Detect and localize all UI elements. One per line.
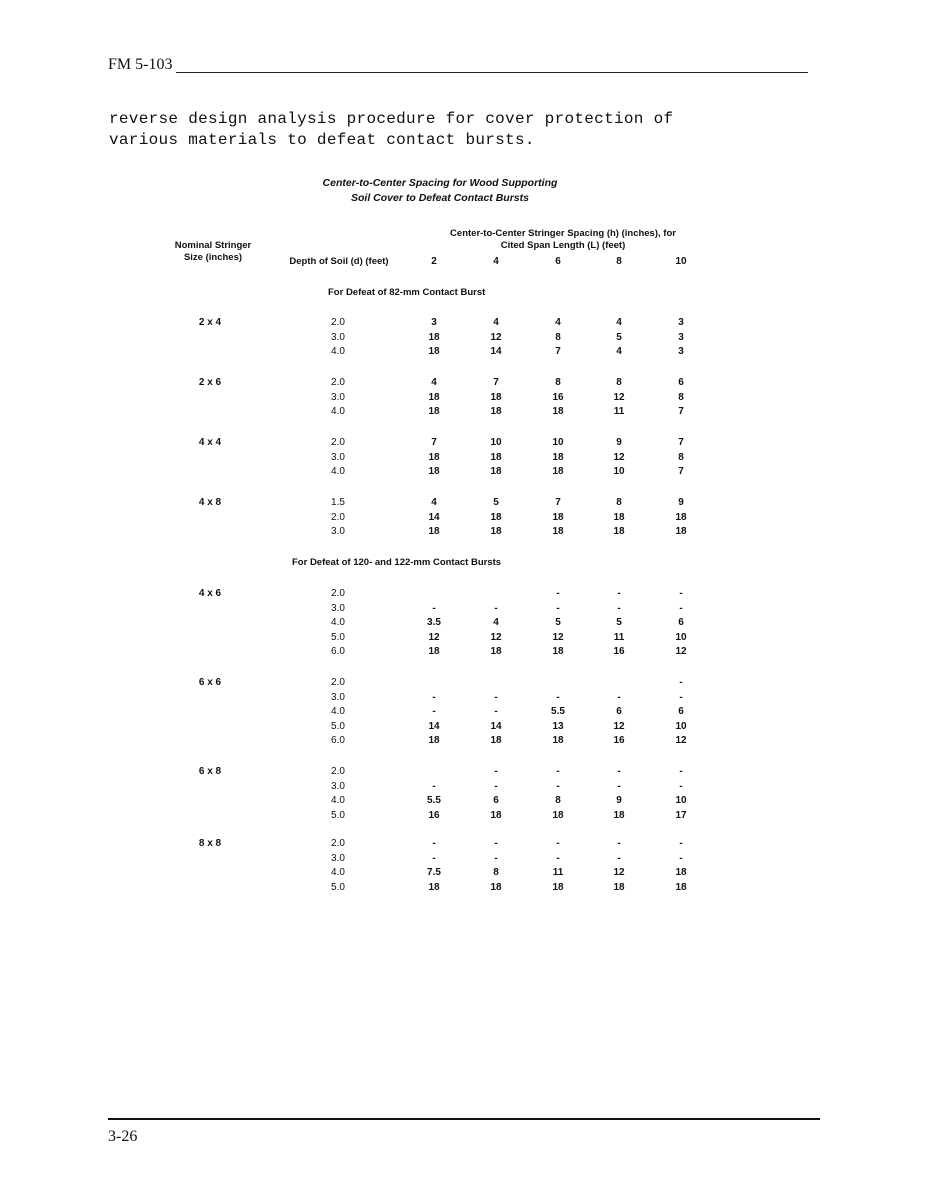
table-title-line: Soil Cover to Defeat Contact Bursts xyxy=(351,192,529,204)
spacing-value: 3 xyxy=(678,317,684,328)
spacing-value: 12 xyxy=(613,720,625,732)
spacing-value: 12 xyxy=(490,331,502,343)
spacing-value: 18 xyxy=(675,526,687,538)
spacing-value: - xyxy=(494,852,498,864)
spacing-value: 10 xyxy=(613,466,625,478)
spacing-value: 14 xyxy=(428,720,440,732)
spacing-value: - xyxy=(432,780,436,792)
spacing-value: 18 xyxy=(490,466,502,478)
soil-depth: 3.0 xyxy=(331,780,345,792)
page-footer xyxy=(108,1118,820,1146)
spacing-value: 18 xyxy=(490,735,502,747)
spacing-value: - xyxy=(556,780,560,792)
spacing-value: 18 xyxy=(552,735,564,747)
soil-depth: 3.0 xyxy=(331,691,345,703)
spacing-value: - xyxy=(679,602,683,614)
spacing-value: 18 xyxy=(490,526,502,538)
spacing-value: 18 xyxy=(428,735,440,747)
spacing-value: - xyxy=(432,706,436,718)
spacing-value: 11 xyxy=(613,631,625,643)
spacing-value: 3 xyxy=(678,346,684,358)
section-heading: For Defeat of 82-mm Contact Burst xyxy=(328,287,486,298)
spacing-value: 16 xyxy=(613,646,625,658)
soil-depth: 2.0 xyxy=(331,437,345,448)
spacing-value: 16 xyxy=(613,735,625,747)
spacing-value: 18 xyxy=(490,451,502,463)
spacing-value: 18 xyxy=(613,881,625,893)
spacing-value: 4 xyxy=(555,317,561,328)
spacing-value: - xyxy=(679,677,683,688)
spacing-value: 5 xyxy=(616,617,622,629)
spacing-value: 7 xyxy=(678,466,684,478)
spacing-value: 4 xyxy=(493,617,499,629)
spacing-value: 7 xyxy=(555,497,561,508)
spacing-value: 10 xyxy=(675,720,687,732)
spacing-value: 18 xyxy=(552,511,564,523)
spacing-value: 18 xyxy=(552,526,564,538)
spacing-value: 7.5 xyxy=(427,867,441,879)
spacing-value: 14 xyxy=(428,511,440,523)
spacing-value: 7 xyxy=(493,377,499,388)
spacing-value: 18 xyxy=(428,646,440,658)
soil-depth: 6.0 xyxy=(331,735,345,747)
span-length-header: 2 xyxy=(431,256,437,267)
soil-depth: 3.0 xyxy=(331,331,345,343)
spacing-value: 8 xyxy=(678,451,684,463)
spacing-value: 11 xyxy=(613,406,625,418)
spacing-value: 5 xyxy=(616,331,622,343)
spacing-value: 10 xyxy=(490,437,502,448)
spacing-value: 18 xyxy=(675,881,687,893)
spacing-value: 18 xyxy=(490,881,502,893)
spacing-value: 6 xyxy=(678,706,684,718)
spacing-value: - xyxy=(617,766,621,777)
spacing-value: 13 xyxy=(552,720,564,732)
soil-depth: 4.0 xyxy=(331,466,345,478)
soil-depth: 2.0 xyxy=(331,377,345,388)
spacing-value: - xyxy=(617,852,621,864)
spacing-value: 18 xyxy=(675,511,687,523)
spacing-value: 18 xyxy=(490,809,502,821)
stringer-size: 2 x 4 xyxy=(198,317,222,328)
footer-rule xyxy=(108,1118,820,1120)
spacing-value: 18 xyxy=(552,406,564,418)
page-number: 3-26 xyxy=(108,1128,138,1145)
page-header xyxy=(108,56,808,78)
stringer-size: 4 x 6 xyxy=(198,588,222,599)
spacing-value: - xyxy=(556,852,560,864)
spacing-value: 12 xyxy=(613,451,625,463)
section-heading: For Defeat of 120- and 122-mm Contact Bursts xyxy=(292,557,502,568)
soil-depth: 3.0 xyxy=(331,391,345,403)
intro-line: reverse design analysis procedure for cover protection of xyxy=(109,110,674,128)
spacing-value: - xyxy=(494,766,498,777)
spacing-value: - xyxy=(679,838,683,849)
spacing-value: 18 xyxy=(428,346,440,358)
spacing-value: 7 xyxy=(431,437,437,448)
spacing-value: - xyxy=(679,691,683,703)
spacing-value: 18 xyxy=(613,511,625,523)
soil-depth: 4.0 xyxy=(331,617,345,629)
spacing-value: - xyxy=(617,691,621,703)
spacing-value: - xyxy=(617,780,621,792)
spacing-value: 8 xyxy=(616,497,622,508)
spacing-value: - xyxy=(494,780,498,792)
spacing-value: 18 xyxy=(428,406,440,418)
spacing-value: - xyxy=(617,588,621,599)
spacing-value: 18 xyxy=(428,526,440,538)
spacing-value: - xyxy=(679,780,683,792)
spacing-value: 4 xyxy=(616,346,622,358)
spacing-value: 8 xyxy=(678,391,684,403)
spacing-value: 18 xyxy=(613,809,625,821)
spacing-value: - xyxy=(432,852,436,864)
spacing-value: 10 xyxy=(675,795,687,807)
spacing-value: 4 xyxy=(616,317,622,328)
soil-depth: 4.0 xyxy=(331,706,345,718)
spacing-value: 18 xyxy=(428,451,440,463)
intro-line: various materials to defeat contact bursts. xyxy=(109,131,535,149)
header-rule xyxy=(108,72,808,73)
soil-depth: 1.5 xyxy=(331,497,345,508)
soil-depth: 3.0 xyxy=(331,602,345,614)
spacing-value: 18 xyxy=(490,646,502,658)
span-length-header: 6 xyxy=(555,256,561,267)
spacing-value: 4 xyxy=(431,377,437,388)
stringer-size: 4 x 4 xyxy=(198,437,222,448)
span-column-header-line: Cited Span Length (L) (feet) xyxy=(500,240,626,251)
spacing-value: - xyxy=(617,602,621,614)
spacing-value: 18 xyxy=(675,867,687,879)
spacing-value: 18 xyxy=(613,526,625,538)
spacing-value: 7 xyxy=(555,346,561,358)
size-column-header-line: Nominal Stringer xyxy=(174,240,252,251)
span-length-header: 4 xyxy=(493,256,499,267)
spacing-value: 7 xyxy=(678,437,684,448)
soil-depth: 5.0 xyxy=(331,631,345,643)
spacing-value: - xyxy=(556,602,560,614)
stringer-size: 4 x 8 xyxy=(198,497,222,508)
soil-depth: 6.0 xyxy=(331,646,345,658)
spacing-value: - xyxy=(679,588,683,599)
soil-depth: 4.0 xyxy=(331,795,345,807)
size-column-header-line: Size (inches) xyxy=(183,252,243,263)
spacing-value: 18 xyxy=(490,406,502,418)
spacing-value: 6 xyxy=(616,706,622,718)
spacing-value: 6 xyxy=(678,617,684,629)
soil-depth: 4.0 xyxy=(331,346,345,358)
spacing-value: 8 xyxy=(555,795,561,807)
soil-depth: 3.0 xyxy=(331,852,345,864)
stringer-size: 6 x 6 xyxy=(198,677,222,688)
spacing-value: - xyxy=(432,602,436,614)
stringer-size: 8 x 8 xyxy=(198,838,222,849)
spacing-value: - xyxy=(679,766,683,777)
soil-depth: 5.0 xyxy=(331,881,345,893)
spacing-value: 17 xyxy=(675,809,687,821)
soil-depth: 2.0 xyxy=(331,838,345,849)
spacing-value: 9 xyxy=(678,497,684,508)
soil-depth: 2.0 xyxy=(331,588,345,599)
stringer-size: 2 x 6 xyxy=(198,377,222,388)
spacing-value: 5 xyxy=(555,617,561,629)
soil-depth: 2.0 xyxy=(331,317,345,328)
spacing-value: 11 xyxy=(552,867,564,879)
spacing-value: 12 xyxy=(490,631,502,643)
spacing-value: - xyxy=(556,691,560,703)
spacing-value: - xyxy=(679,852,683,864)
spacing-value: - xyxy=(556,838,560,849)
spacing-value: 18 xyxy=(552,809,564,821)
spacing-value: 14 xyxy=(490,346,502,358)
spacing-value: 6 xyxy=(678,377,684,388)
soil-depth: 3.0 xyxy=(331,526,345,538)
span-column-header xyxy=(408,228,718,252)
spacing-value: 7 xyxy=(678,406,684,418)
spacing-value: 4 xyxy=(493,317,499,328)
spacing-value: - xyxy=(432,691,436,703)
spacing-value: 3 xyxy=(678,331,684,343)
soil-depth: 5.0 xyxy=(331,809,345,821)
spacing-value: - xyxy=(617,838,621,849)
spacing-value: 5.5 xyxy=(427,795,441,807)
soil-depth: 2.0 xyxy=(331,511,345,523)
soil-depth: 3.0 xyxy=(331,451,345,463)
depth-column-header: Depth of Soil (d) (feet) xyxy=(289,256,389,267)
spacing-value: 3 xyxy=(431,317,437,328)
spacing-value: 12 xyxy=(613,867,625,879)
spacing-value: 18 xyxy=(428,466,440,478)
soil-depth: 4.0 xyxy=(331,406,345,418)
document-code: FM 5-103 xyxy=(108,56,176,74)
spacing-value: 16 xyxy=(428,809,440,821)
spacing-value: 16 xyxy=(552,391,564,403)
spacing-value: 18 xyxy=(428,881,440,893)
spacing-value: - xyxy=(494,838,498,849)
spacing-value: 18 xyxy=(552,451,564,463)
intro-paragraph xyxy=(109,109,789,151)
spacing-value: - xyxy=(556,766,560,777)
spacing-value: - xyxy=(432,838,436,849)
spacing-value: 10 xyxy=(675,631,687,643)
span-length-header: 10 xyxy=(675,256,687,267)
span-length-header: 8 xyxy=(616,256,622,267)
spacing-value: 3.5 xyxy=(427,617,441,629)
spacing-value: 18 xyxy=(552,466,564,478)
spacing-value: 18 xyxy=(490,511,502,523)
spacing-value: 18 xyxy=(428,331,440,343)
spacing-value: - xyxy=(494,706,498,718)
spacing-value: 18 xyxy=(552,646,564,658)
spacing-value: 18 xyxy=(428,391,440,403)
soil-depth: 2.0 xyxy=(331,766,345,777)
spacing-value: 18 xyxy=(490,391,502,403)
size-column-header xyxy=(148,240,278,264)
table-title xyxy=(260,176,620,206)
table-title-line: Center-to-Center Spacing for Wood Supporting xyxy=(322,177,558,189)
spacing-value: 12 xyxy=(675,646,687,658)
spacing-value: 5 xyxy=(493,497,499,508)
spacing-value: 4 xyxy=(431,497,437,508)
span-column-header-line: Center-to-Center Stringer Spacing (h) (inches), for xyxy=(450,228,676,239)
spacing-value: - xyxy=(494,602,498,614)
spacing-value: 8 xyxy=(616,377,622,388)
spacing-value: - xyxy=(556,588,560,599)
spacing-value: 12 xyxy=(552,631,564,643)
spacing-value: 9 xyxy=(616,795,622,807)
soil-depth: 5.0 xyxy=(331,720,345,732)
soil-depth: 2.0 xyxy=(331,677,345,688)
spacing-value: 14 xyxy=(490,720,502,732)
spacing-value: 12 xyxy=(675,735,687,747)
spacing-value: 5.5 xyxy=(551,706,565,718)
spacing-value: 12 xyxy=(428,631,440,643)
soil-depth: 4.0 xyxy=(331,867,345,879)
spacing-value: 8 xyxy=(555,331,561,343)
spacing-value: 12 xyxy=(613,391,625,403)
spacing-value: 8 xyxy=(493,867,499,879)
spacing-value: 8 xyxy=(555,377,561,388)
stringer-size: 6 x 8 xyxy=(198,766,222,777)
spacing-value: 6 xyxy=(493,795,499,807)
spacing-value: 10 xyxy=(552,437,564,448)
spacing-value: 18 xyxy=(552,881,564,893)
spacing-value: - xyxy=(494,691,498,703)
spacing-value: 9 xyxy=(616,437,622,448)
